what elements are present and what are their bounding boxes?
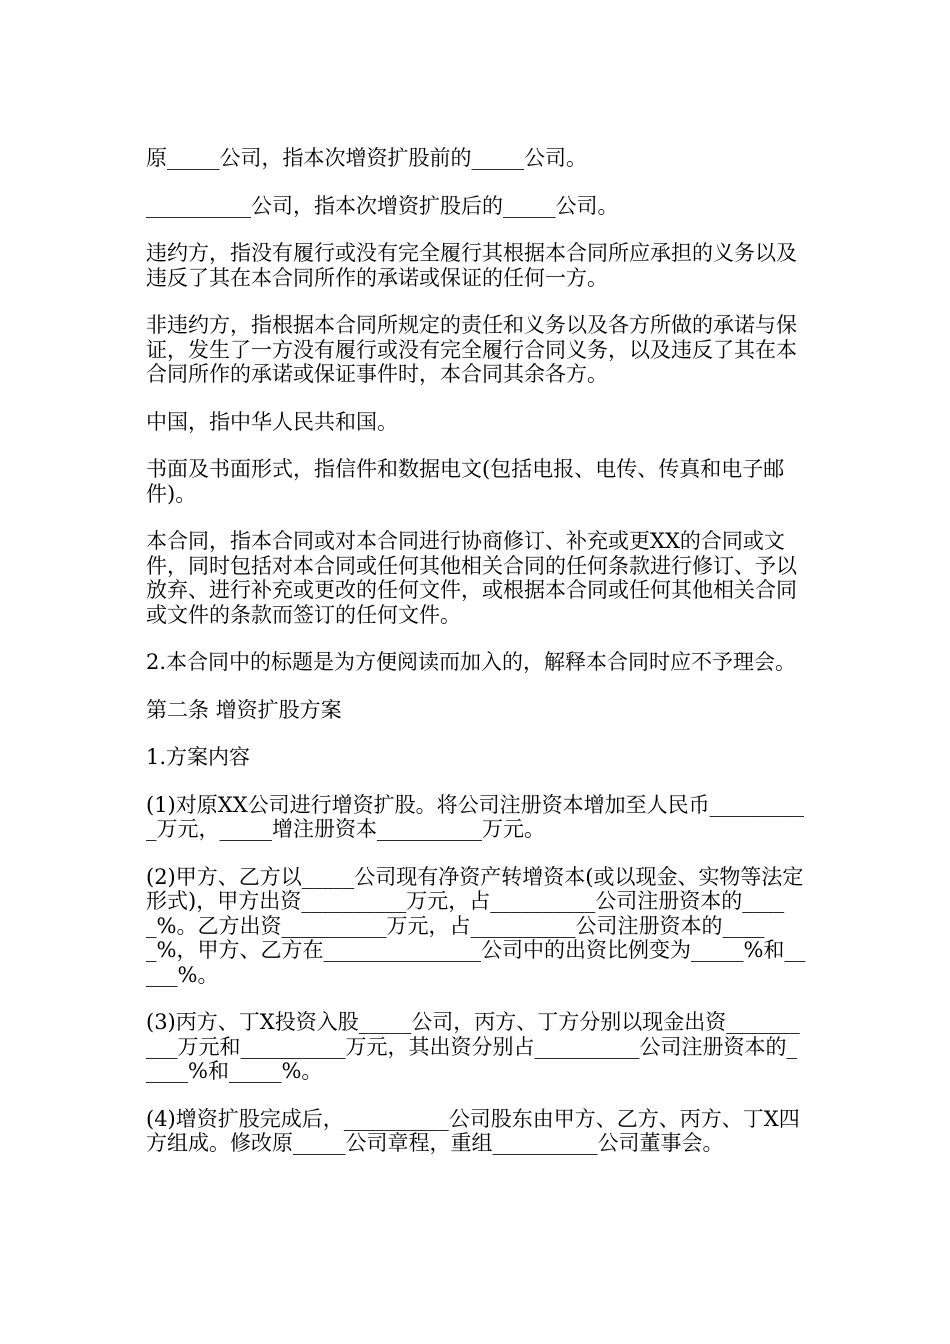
section-heading: 1.方案内容 [146,745,251,769]
paragraph-definition-original-company: 原_____公司，指本次增资扩股前的_____公司。 [146,146,587,170]
paragraph-definition-contract: 本合同，指本合同或对本合同进行协商修订、补充或更XX的合同或文件，同时包括对本合同或任何其他相关合同的任何条款进行修订、予以放弃、进行补充或更改的任何文件，或根据本合同或任何其他相关合同或文件的条款而签订的任何文件。 [146,529,797,627]
article-heading: 第二条 增资扩股方案 [146,697,342,722]
paragraph-definition-written-form: 书面及书面形式，指信件和数据电文(包括电报、电传、传真和电子邮件)。 [146,457,785,506]
paragraph-definition-breaching-party: 违约方，指没有履行或没有完全履行其根据本合同所应承担的义务以及违反了其在本合同所作的承诺或保证的任何一方。 [146,241,797,290]
paragraph-item-2: (2)甲方、乙方以_____公司现有净资产转增资本(或以现金、实物等法定形式)，甲方出资__________万元，占__________公司注册资本的_____%。乙方出资__________万元，占__________公司注册资本的_____%，甲方、乙方在_______________公司中的出资比例变为_____%和_____%。 [146,864,806,987]
paragraph-definition-new-company: __________公司，指本次增资扩股后的_____公司。 [146,193,619,218]
document-body [146,146,806,1156]
paragraph-item-1: (1)对原XX公司进行增资扩股。将公司注册资本增加至人民币__________万元，_____增注册资本__________万元。 [146,792,805,841]
paragraph-item-3: (3)丙方、丁X投资入股_____公司，丙方、丁方分别以现金出资__________万元和__________万元，其出资分别占__________公司注册资本的_____%和_____%。 [146,1010,800,1083]
paragraph-definition-non-breaching-party: 非违约方，指根据本合同所规定的责任和义务以及各方所做的承诺与保证，发生了一方没有履行或没有完全履行合同义务，以及违反了其在本合同所作的承诺或保证事件时，本合同其余各方。 [146,313,797,386]
paragraph-headings-clause: 2.本合同中的标题是为方便阅读而加入的，解释本合同时应不予理会。 [146,650,797,674]
paragraph-definition-china: 中国，指中华人民共和国。 [146,409,398,434]
paragraph-item-4: (4)增资扩股完成后，__________公司股东由甲方、乙方、丙方、丁X四方组成。修改原_____公司章程，重组__________公司董事会。 [146,1106,800,1155]
